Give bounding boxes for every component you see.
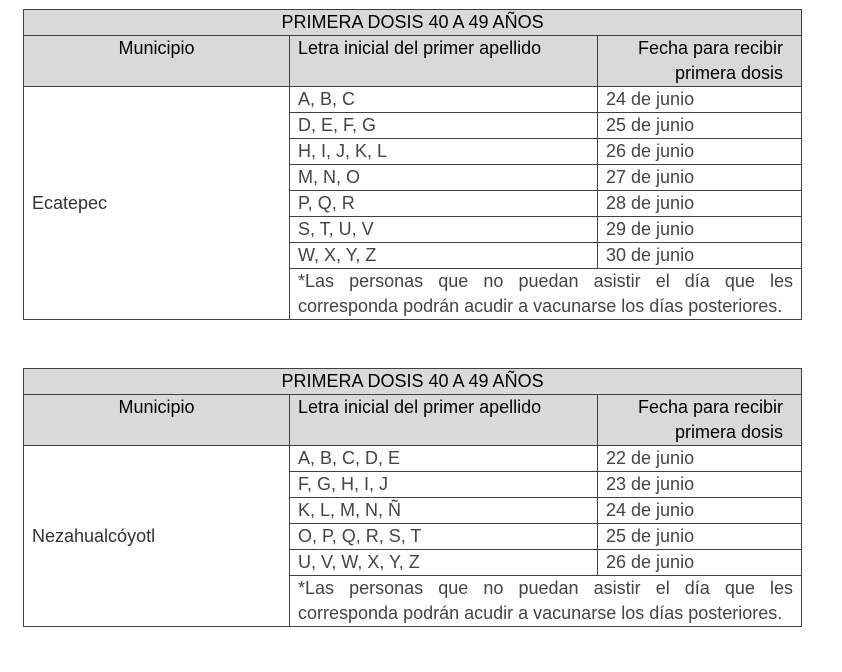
date-cell: 28 de junio [598, 191, 802, 217]
column-header-fecha-line1: Fecha para recibir [637, 38, 784, 58]
municipio-cell: Ecatepec [24, 87, 290, 320]
table-title-row [24, 369, 802, 395]
municipio-cell: Nezahualcóyotl [24, 446, 290, 627]
letters-cell: P, Q, R [290, 191, 598, 217]
note-cell: *Las personas que no puedan asistir el día que les corresponda podrán acudir a vacunarse los días posteriores. [290, 269, 802, 320]
column-header-letra: Letra inicial del primer apellido [290, 395, 598, 446]
date-cell: 27 de junio [598, 165, 802, 191]
column-header-fecha [598, 36, 802, 87]
column-header-fecha [598, 395, 802, 446]
date-cell: 24 de junio [598, 87, 802, 113]
table-header-row [24, 36, 802, 87]
date-cell: 30 de junio [598, 243, 802, 269]
schedule-table-ecatepec [23, 9, 802, 320]
letters-cell: S, T, U, V [290, 217, 598, 243]
letters-cell: F, G, H, I, J [290, 472, 598, 498]
table-row [24, 446, 802, 472]
schedule-table-nezahualcoyotl [23, 368, 802, 627]
letters-cell: H, I, J, K, L [290, 139, 598, 165]
column-header-municipio: Municipio [24, 395, 290, 446]
date-cell: 24 de junio [598, 498, 802, 524]
letters-cell: O, P, Q, R, S, T [290, 524, 598, 550]
letters-cell: A, B, C, D, E [290, 446, 598, 472]
date-cell: 25 de junio [598, 113, 802, 139]
date-cell: 29 de junio [598, 217, 802, 243]
column-header-letra: Letra inicial del primer apellido [290, 36, 598, 87]
letters-cell: A, B, C [290, 87, 598, 113]
letters-cell: M, N, O [290, 165, 598, 191]
date-cell: 22 de junio [598, 446, 802, 472]
date-cell: 23 de junio [598, 472, 802, 498]
table-title: PRIMERA DOSIS 40 A 49 AÑOS [24, 10, 802, 36]
letters-cell: U, V, W, X, Y, Z [290, 550, 598, 576]
date-cell: 26 de junio [598, 550, 802, 576]
letters-cell: D, E, F, G [290, 113, 598, 139]
date-cell: 25 de junio [598, 524, 802, 550]
table-title-row [24, 10, 802, 36]
table-header-row [24, 395, 802, 446]
column-header-fecha-line2: primera dosis [674, 63, 784, 83]
table-title: PRIMERA DOSIS 40 A 49 AÑOS [24, 369, 802, 395]
table-row [24, 87, 802, 113]
note-cell: *Las personas que no puedan asistir el día que les corresponda podrán acudir a vacunarse los días posteriores. [290, 576, 802, 627]
date-cell: 26 de junio [598, 139, 802, 165]
column-header-fecha-line2: primera dosis [674, 422, 784, 442]
letters-cell: K, L, M, N, Ñ [290, 498, 598, 524]
letters-cell: W, X, Y, Z [290, 243, 598, 269]
column-header-municipio: Municipio [24, 36, 290, 87]
column-header-fecha-line1: Fecha para recibir [637, 397, 784, 417]
